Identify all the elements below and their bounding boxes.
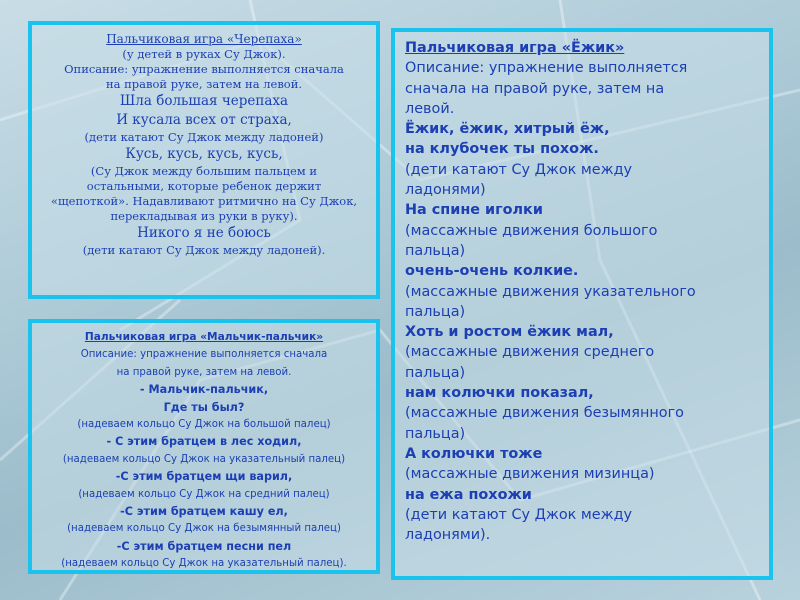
turtle-line: (дети катают Су Джок между ладоней) (84, 130, 324, 144)
hedgehog-verse-line: На спине иголки (405, 202, 543, 219)
turtle-line: (у детей в руках Су Джок). (122, 47, 286, 61)
hedgehog-line: (массажные движения безымянного (405, 405, 684, 422)
boy-verse-line: -С этим братцем щи варил, (115, 470, 293, 484)
turtle-line: перекладывая из руки в руку). (110, 209, 298, 223)
hedgehog-line: (массажные движения большого (405, 222, 658, 239)
hedgehog-line: пальца) (405, 242, 466, 259)
hedgehog-verse-line: Хоть и ростом ёжик мал, (405, 324, 614, 341)
boy-line: (надеваем кольцо Су Джок на средний палец) (78, 488, 330, 500)
hedgehog-line: левой. (405, 100, 455, 117)
boy-verse-line: -С этим братцем песни пел (116, 539, 292, 553)
hedgehog-line: пальца) (405, 303, 466, 320)
turtle-verse-line: Кусь, кусь, кусь, кусь, (125, 146, 283, 162)
hedgehog-line: (массажные движения мизинца) (405, 466, 655, 483)
hedgehog-line: ладонями) (405, 182, 486, 199)
turtle-verse-line: И кусала всех от страха, (116, 112, 292, 128)
boy-line: на правой руке, затем на левой. (116, 366, 292, 378)
hedgehog-line: пальца) (405, 364, 466, 381)
hedgehog-verse-line: на клубочек ты похож. (405, 141, 599, 158)
boy-verse-line: - Мальчик-пальчик, (139, 383, 269, 397)
hedgehog-line: сначала на правой руке, затем на (405, 80, 665, 97)
boy-finger-game-panel (28, 319, 380, 574)
boy-line: (надеваем кольцо Су Джок на безымянный палец) (67, 523, 341, 535)
turtle-game-panel (28, 21, 380, 299)
hedgehog-game-panel (391, 28, 773, 580)
hedgehog-line: (дети катают Су Джок между (405, 161, 633, 178)
hedgehog-verse-line: на ежа похожи (405, 486, 532, 503)
hedgehog-line: (массажные движения указательного (405, 283, 696, 300)
hedgehog-verse-line: очень-очень колкие. (405, 263, 579, 280)
turtle-line: (Су Джок между большим пальцем и (90, 164, 318, 178)
hedgehog-title: Пальчиковая игра «Ёжик» (405, 40, 625, 56)
boy-verse-line: -С этим братцем кашу ел, (120, 505, 288, 519)
turtle-title: Пальчиковая игра «Черепаха» (106, 32, 302, 46)
turtle-line: остальными, которые ребенок держит (86, 179, 322, 193)
turtle-line: «щепоткой». Надавливают ритмично на Су Джок, (50, 194, 358, 208)
hedgehog-line: (массажные движения среднего (405, 344, 655, 361)
hedgehog-line: Описание: упражнение выполняется (405, 60, 688, 77)
boy-line: Описание: упражнение выполняется сначала (80, 349, 328, 361)
hedgehog-line: пальца) (405, 425, 466, 442)
turtle-verse-line: Никого я не боюсь (137, 225, 271, 241)
hedgehog-verse-line: А колючки тоже (405, 445, 543, 462)
turtle-line: Описание: упражнение выполняется сначала (64, 62, 344, 76)
turtle-line: на правой руке, затем на левой. (105, 77, 303, 91)
hedgehog-verse-line: Ёжик, ёжик, хитрый ёж, (405, 121, 610, 138)
hedgehog-verse-line: нам колючки показал, (405, 385, 594, 402)
turtle-verse-line: Шла большая черепаха (119, 93, 289, 109)
boy-line: (надеваем кольцо Су Джок на указательный палец) (62, 453, 346, 465)
boy-verse-line: Где ты был? (163, 400, 245, 414)
hedgehog-line: ладонями). (405, 527, 491, 544)
boy-verse-line: - С этим братцем в лес ходил, (106, 435, 302, 449)
turtle-line: (дети катают Су Джок между ладоней). (82, 243, 326, 257)
boy-line: (надеваем кольцо Су Джок на большой палец) (77, 419, 331, 431)
boy-title: Пальчиковая игра «Мальчик-пальчик» (84, 331, 324, 343)
hedgehog-line: (дети катают Су Джок между (405, 506, 633, 523)
boy-line: (надеваем кольцо Су Джок на указательный палец). (61, 558, 347, 570)
